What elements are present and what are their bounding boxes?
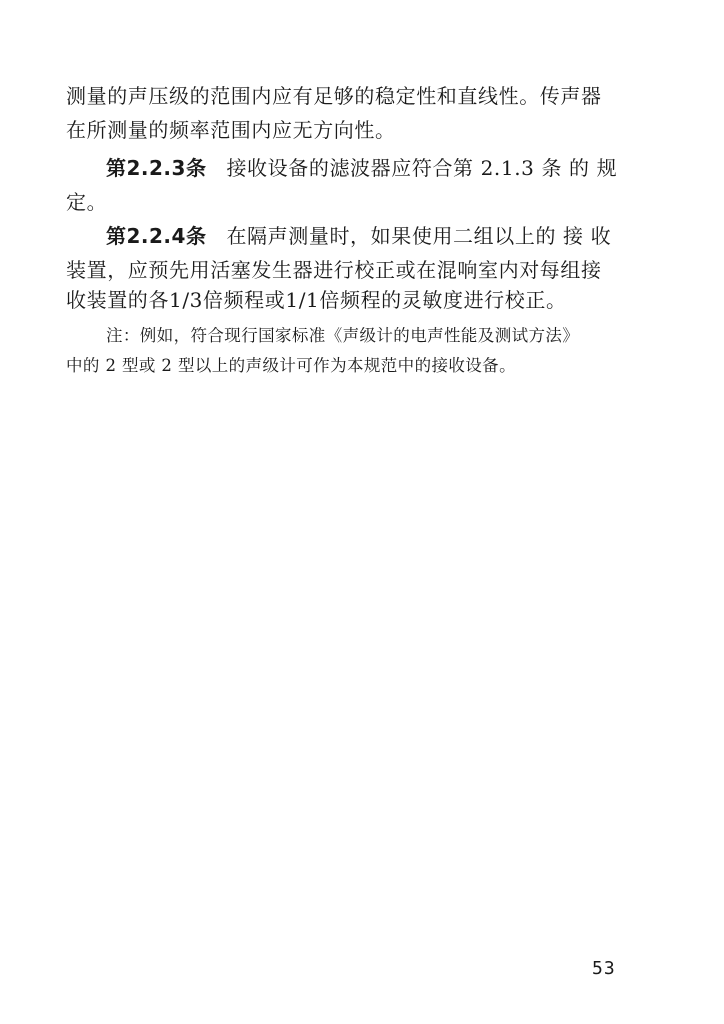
paragraph-line-2: 在所测量的频率范围内应无方向性。 bbox=[66, 118, 396, 142]
article-text: 接收设备的滤波器应符合第 2.1.3 条 的 规 bbox=[226, 156, 618, 180]
article-2-2-3 bbox=[106, 156, 617, 180]
note-line-2: 中的 2 型或 2 型以上的声级计可作为本规范中的接收设备。 bbox=[66, 356, 516, 375]
article-2-2-4 bbox=[106, 224, 611, 248]
paragraph-line-7: 收装置的各1/3倍频程或1/1倍频程的灵敏度进行校正。 bbox=[66, 288, 567, 312]
note-line-1: 注：例如，符合现行国家标准《声级计的电声性能及测试方法》 bbox=[106, 326, 580, 345]
article-text: 在隔声测量时，如果使用二组以上的 接 收 bbox=[226, 224, 612, 248]
paragraph-line-4: 定。 bbox=[66, 190, 108, 214]
article-number: 第2.2.4条 bbox=[106, 224, 207, 248]
paragraph-line-1: 测量的声压级的范围内应有足够的稳定性和直线性。传声器 bbox=[66, 84, 602, 108]
article-number: 第2.2.3条 bbox=[106, 156, 207, 180]
paragraph-line-6: 装置，应预先用活塞发生器进行校正或在混响室内对每组接 bbox=[66, 258, 602, 282]
page-number: 53 bbox=[592, 958, 616, 979]
